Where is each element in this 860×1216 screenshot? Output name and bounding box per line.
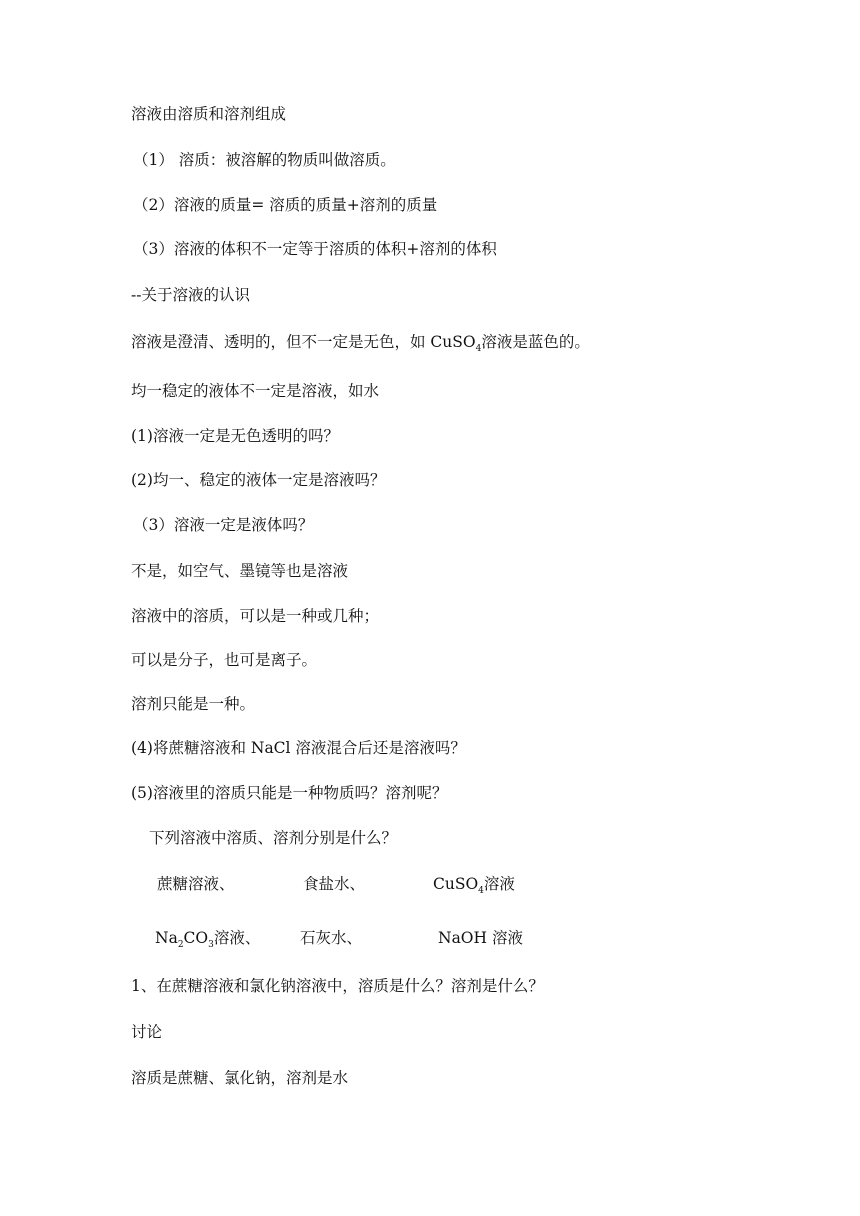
statement-uniform-liquid: 均一稳定的液体不一定是溶液，如水 (131, 382, 380, 400)
example-copper-sulfate-solution (433, 874, 515, 894)
statement-solution-clear-post: 溶液是蓝色的。 (481, 333, 590, 351)
example-copper-sulfate-label: 溶液 (483, 875, 515, 893)
statement-solution-clear (131, 332, 590, 352)
statement-solution-clear-subscript: 4 (475, 344, 482, 354)
statement-solute-count: 溶液中的溶质，可以是一种或几种； (131, 607, 380, 625)
point-solution-mass: （2）溶液的质量= 溶质的质量+溶剂的质量 (133, 196, 438, 214)
example-limewater: 石灰水、 (300, 929, 363, 947)
example-copper-sulfate-subscript: 4 (478, 886, 484, 896)
statement-solution-clear-pre: 溶液是澄清、透明的，但不一定是无色，如 CuSO (131, 333, 476, 351)
example-salt-water: 食盐水、 (303, 875, 366, 893)
question-2: (2)均一、稳定的液体一定是溶液吗？ (131, 471, 386, 489)
question-3: （3）溶液一定是液体吗？ (133, 516, 314, 534)
point-solute-definition: （1） 溶质：被溶解的物质叫做溶质。 (133, 151, 396, 169)
statement-solute-particles: 可以是分子，也可是离子。 (131, 651, 318, 669)
question-1: (1)溶液一定是无色透明的吗？ (131, 427, 339, 445)
example-sodium-carbonate-na: Na (155, 929, 178, 947)
heading-discussion: 讨论 (131, 1023, 163, 1041)
heading-solution-composition: 溶液由溶质和溶剂组成 (131, 105, 287, 123)
question-5: (5)溶液里的溶质只能是一种物质吗？溶剂呢？ (131, 784, 448, 802)
example-sodium-carbonate-sub2: 3 (208, 940, 214, 950)
point-solution-volume: （3）溶液的体积不一定等于溶质的体积+溶剂的体积 (133, 240, 497, 258)
heading-about-solutions: --关于溶液的认识 (131, 286, 250, 304)
question-4: (4)将蔗糖溶液和 NaCl 溶液混合后还是溶液吗？ (131, 739, 466, 757)
answer-3: 不是，如空气、墨镜等也是溶液 (131, 562, 349, 580)
example-sodium-carbonate-label: 溶液、 (213, 929, 261, 947)
exercise-prompt: 下列溶液中溶质、溶剂分别是什么？ (149, 829, 398, 847)
example-sodium-hydroxide-solution: NaOH 溶液 (438, 929, 523, 947)
example-sucrose-solution: 蔗糖溶液、 (157, 875, 235, 893)
example-sodium-carbonate-co: CO (183, 929, 209, 947)
example-copper-sulfate-formula: CuSO (433, 875, 479, 893)
discussion-question-1: 1、在蔗糖溶液和氯化钠溶液中，溶质是什么？溶剂是什么？ (131, 977, 544, 995)
statement-solvent-count: 溶剂只能是一种。 (131, 695, 256, 713)
example-sodium-carbonate-sub1: 2 (177, 940, 184, 950)
example-sodium-carbonate-solution (155, 928, 260, 948)
discussion-answer-1: 溶质是蔗糖、氯化钠，溶剂是水 (131, 1069, 349, 1087)
